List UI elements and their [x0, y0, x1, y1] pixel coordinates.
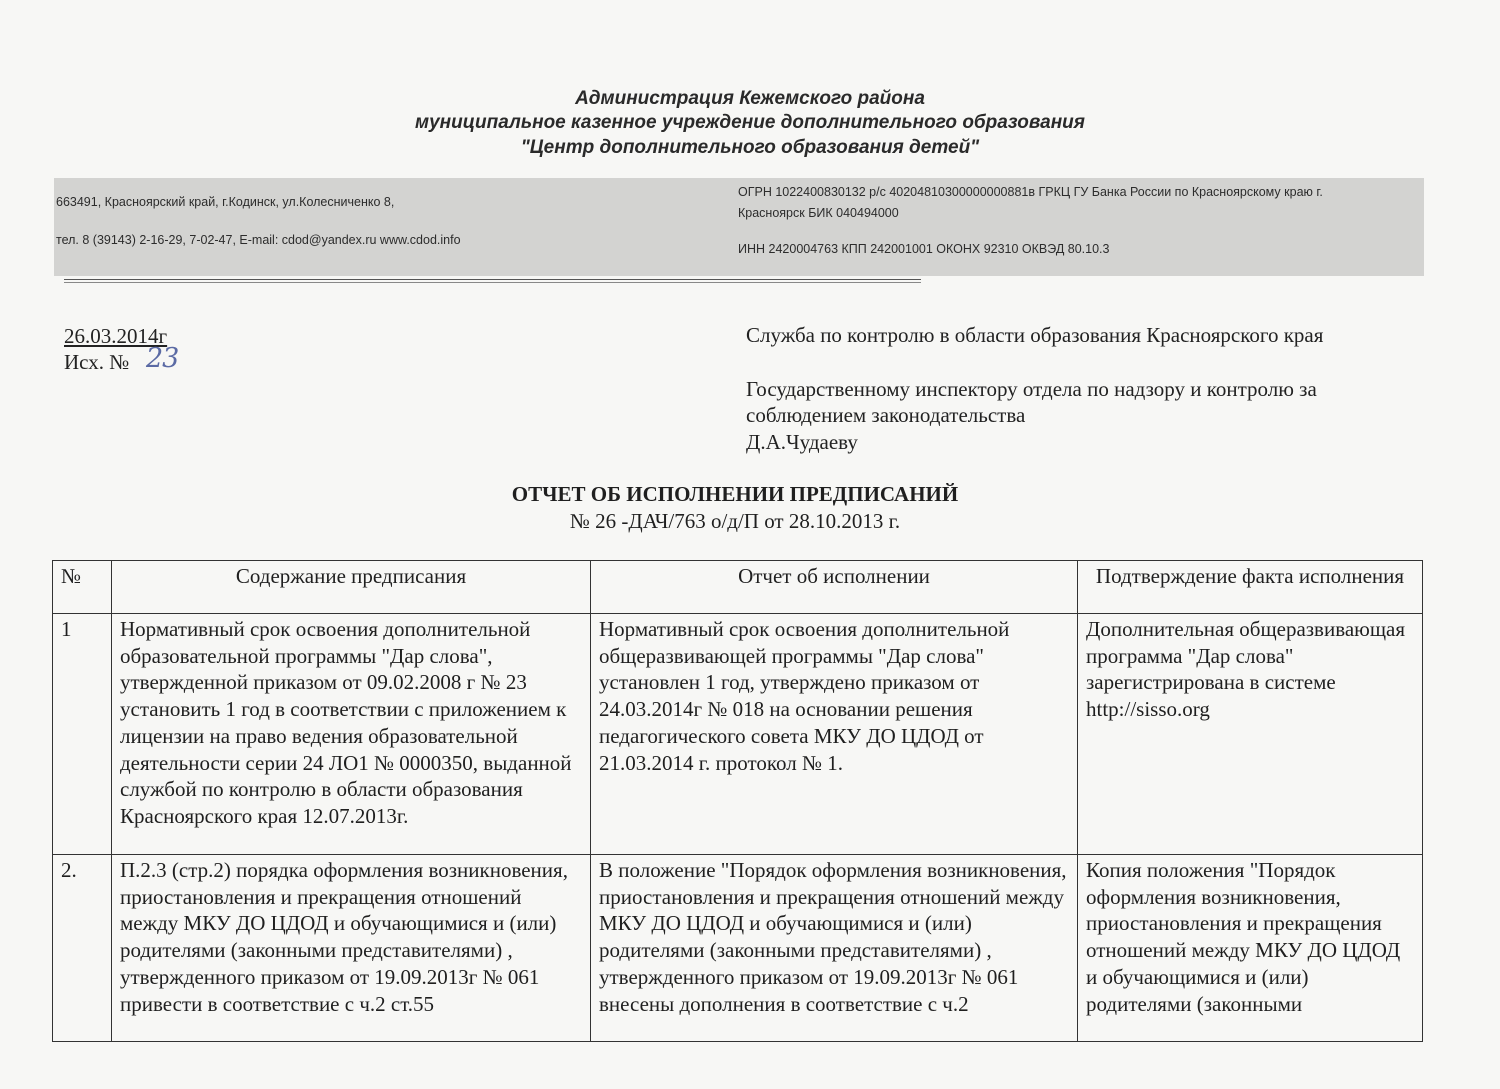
- outgoing-number-handwritten: 23: [146, 343, 179, 374]
- table-header-row: [53, 561, 1423, 614]
- row-content: П.2.3 (стр.2) порядка оформления возникновения, приостановления и прекращения отношений между МКУ ДО ЦДОД и обучающимися и (или) родителями (законными представителями) , утвержденного приказом от 19.09.2013г № 061 привести в соответствие с ч.2 ст.55: [112, 855, 591, 1042]
- report-title: ОТЧЕТ ОБ ИСПОЛНЕНИИ ПРЕДПИСАНИЙ: [511, 482, 959, 506]
- col-header-confirmation: Подтверждение факта исполнения: [1078, 561, 1423, 614]
- row-number: 2.: [53, 855, 112, 1042]
- addressee-position: Государственному инспектору отдела по надзору и контролю за: [746, 377, 1317, 401]
- bank-details-cont: Красноярск БИК 040494000: [738, 206, 899, 220]
- org-contacts: тел. 8 (39143) 2-16-29, 7-02-47, E-mail: cdod@yandex.ru www.cdod.info: [56, 233, 461, 247]
- header-divider-secondary: [64, 282, 921, 283]
- outgoing-label: Исх. №: [64, 350, 130, 374]
- table-row: [53, 614, 1423, 855]
- org-type: муниципальное казенное учреждение дополнительного образования: [415, 112, 1085, 133]
- report-table: [52, 560, 1423, 1042]
- bank-details: ОГРН 1022400830132 р/с 40204810300000000881в ГРКЦ ГУ Банка России по Красноярскому краю г.: [738, 185, 1323, 199]
- row-number: 1: [53, 614, 112, 855]
- addressee-position-cont: соблюдением законодательства: [746, 403, 1026, 427]
- row-report: В положение "Порядок оформления возникновения, приостановления и прекращения отношений между МКУ ДО ЦДОД и обучающимися и (или) родителями (законными представителями) , утвержденного приказом от 19.09.2013г № 061 внесены дополнения в соответствие с ч.2: [591, 855, 1078, 1042]
- row-confirmation: Дополнительная общеразвивающая программа "Дар слова" зарегистрирована в системе http://sisso.org: [1078, 614, 1423, 855]
- letter-date: 26.03.2014г: [64, 324, 168, 348]
- row-content: Нормативный срок освоения дополнительной образовательной программы "Дар слова", утвержденной приказом от 09.02.2008 г № 23 установить 1 год в соответствии с приложением к лицензии на право ведения образовательной деятельности серии 24 ЛО1 № 0000350, выданной службой по контролю в области образования Красноярского края 12.07.2013г.: [112, 614, 591, 855]
- col-header-report: Отчет об исполнении: [591, 561, 1078, 614]
- org-name: Администрация Кежемского района: [575, 88, 925, 109]
- row-report: Нормативный срок освоения дополнительной общеразвивающей программы "Дар слова" установлен 1 год, утверждено приказом от 24.03.2014г № 018 на основании решения педагогического совета МКУ ДО ЦДОД от 21.03.2014 г. протокол № 1.: [591, 614, 1078, 855]
- header-divider: [64, 279, 921, 280]
- report-subtitle: № 26 -ДАЧ/763 о/д/П от 28.10.2013 г.: [569, 509, 901, 533]
- addressee-agency: Служба по контролю в области образования Красноярского края: [746, 323, 1324, 347]
- table-row: [53, 855, 1423, 1042]
- org-address: 663491, Красноярский край, г.Кодинск, ул.Колесниченко 8,: [56, 195, 395, 209]
- col-header-number: №: [53, 561, 112, 614]
- addressee-name: Д.А.Чудаеву: [746, 430, 858, 454]
- row-confirmation: Копия положения "Порядок оформления возникновения, приостановления и прекращения отношений между МКУ ДО ЦДОД и обучающимися и (или) родителями (законными: [1078, 855, 1423, 1042]
- org-full-name: "Центр дополнительного образования детей": [520, 137, 980, 158]
- tax-codes: ИНН 2420004763 КПП 242001001 ОКОНХ 92310 ОКВЭД 80.10.3: [738, 242, 1110, 256]
- col-header-content: Содержание предписания: [112, 561, 591, 614]
